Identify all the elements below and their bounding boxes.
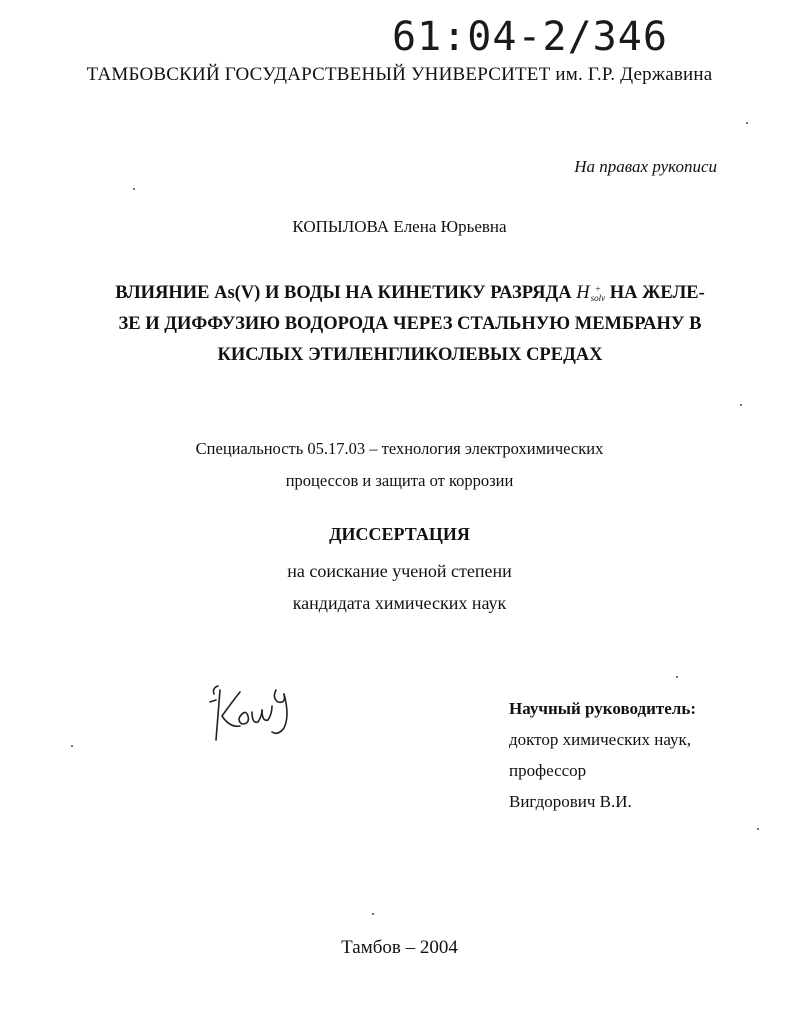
specialty-block	[0, 433, 799, 497]
university-name: ТАМБОВСКИЙ ГОСУДАРСТВЕНЫЙ УНИВЕРСИТЕТ им. Г.Р. Державина	[86, 64, 713, 85]
advisor-title: профессор	[509, 761, 587, 780]
author-name: КОПЫЛОВА Елена Юрьевна	[292, 217, 507, 236]
scan-speck	[757, 828, 759, 830]
title-line-1-start: ВЛИЯНИЕ As(V) И ВОДЫ НА КИНЕТИКУ РАЗРЯДА	[115, 283, 572, 303]
hydrogen-symbol-charge: +	[594, 283, 601, 294]
scan-speck	[746, 122, 748, 124]
advisor-heading: Научный руководитель:	[509, 699, 696, 718]
city-and-year: Тамбов – 2004	[341, 937, 458, 958]
dissertation-heading: ДИССЕРТАЦИЯ	[329, 524, 470, 544]
scan-speck	[676, 676, 678, 678]
scan-speck	[740, 404, 742, 406]
advisor-name: Вигдорович В.И.	[509, 792, 632, 811]
title-line-3: КИСЛЫХ ЭТИЛЕНГЛИКОЛЕВЫХ СРЕДАХ	[217, 345, 603, 365]
hydrogen-symbol-letter: H	[576, 283, 590, 303]
scan-speck	[71, 745, 73, 747]
scan-speck	[133, 188, 135, 190]
degree-line-1: на соискание ученой степени	[287, 561, 512, 581]
scan-speck	[372, 913, 374, 915]
specialty-line-2: процессов и защита от коррозии	[285, 471, 514, 490]
scientific-advisor-block	[509, 693, 696, 817]
degree-line-2: кандидата химических наук	[292, 593, 507, 613]
advisor-degree: доктор химических наук,	[509, 730, 692, 749]
specialty-line-1: Специальность 05.17.03 – технология электрохимических	[195, 439, 604, 458]
title-line-1	[100, 278, 720, 309]
title-line-1-end: НА ЖЕЛЕ-	[609, 283, 705, 303]
manuscript-rights-note: На правах рукописи	[574, 157, 717, 176]
handwritten-signature	[206, 676, 316, 756]
hydrogen-symbol	[576, 283, 605, 303]
degree-block	[0, 555, 799, 619]
title-line-2: ЗЕ И ДИФФУЗИЮ ВОДОРОДА ЧЕРЕЗ СТАЛЬНУЮ МЕМБРАНУ В	[118, 314, 702, 334]
handwritten-call-number: 61:04-2/346	[392, 14, 668, 60]
hydrogen-symbol-subscript: solv	[590, 292, 606, 303]
dissertation-title	[100, 278, 720, 371]
